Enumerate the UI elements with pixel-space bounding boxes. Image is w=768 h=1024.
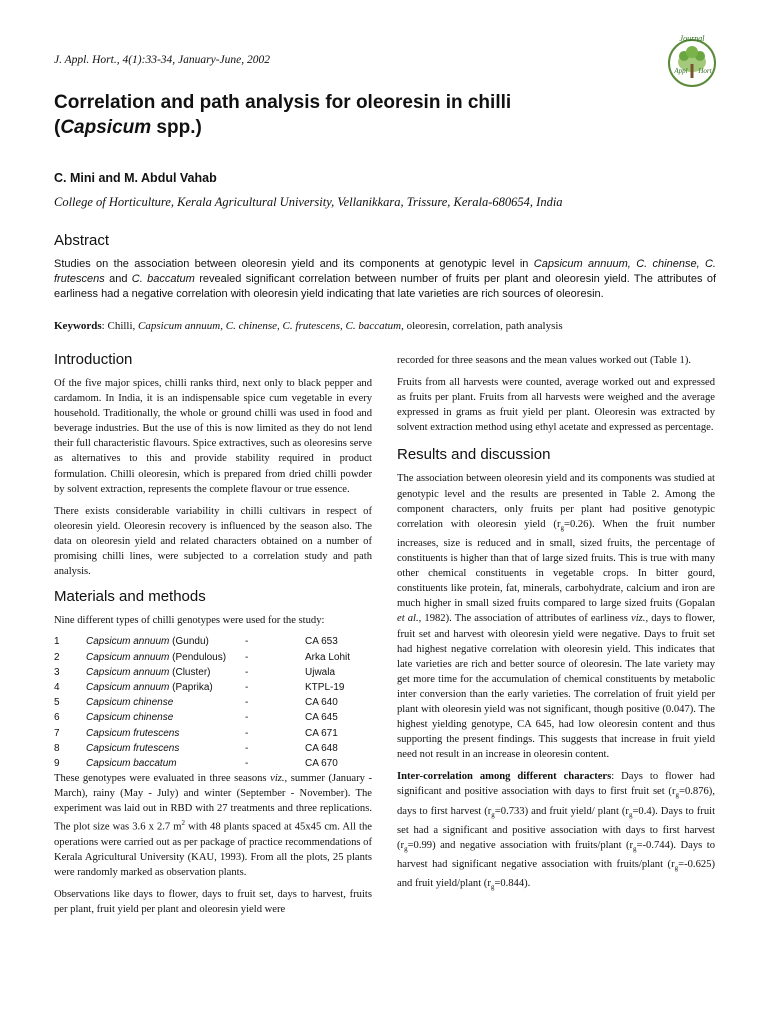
methods-text: with 48 plants spaced at 45x45 cm. All the operations were carried out as per package of practice recommendations of Kerala Agricultural University (KAU, 1993). From all the plots, 25 plants were randomly marked as observation plants. [54, 821, 372, 879]
results-text: =0.4). Days to fruit set had a significant and positive association with days to first harvest (r [397, 805, 716, 851]
paper-title [54, 90, 614, 140]
journal-citation: J. Appl. Hort., 4(1):33-34, January-June, 2002 [54, 54, 271, 66]
genotype-cell [86, 741, 245, 756]
genotype-cell [245, 665, 305, 680]
genotype-cell [305, 680, 372, 695]
genotype-cell [54, 695, 86, 710]
genotype-row [54, 634, 372, 649]
abstract-text: revealed significant correlation between number of fruits per plant and oleoresin yield. The attributes of earliness had a negative correlation with oleoresin yield indicating that late varieties are rich sources of oleoresin. [54, 273, 716, 301]
results-text: =0.876), days to first harvest (r [397, 786, 715, 817]
introduction-paragraph-1: Of the five major spices, chilli ranks third, next only to black pepper and cardamom. In India, it is an indispensable spice cum vegetable in every household. Traditionally, the whole or ground chilli was used in food and beverage industries. But the use of this is now limited as they do not lend their full characteristic flavours. Spice extractives, such as oleoresins serve as alternatives to this and provide stability required in product formulation. Chilli oleoresin, which is prepared from dried chilli powder by solvent extraction, represents the complete flavour or true essence. [54, 378, 372, 495]
genotype-code: CA 671 [305, 727, 338, 739]
genotype-cell [54, 634, 86, 649]
title-genus: Capsicum [60, 117, 152, 138]
genotype-code: Arka Lohit [305, 651, 351, 663]
results-subscript: g [490, 883, 495, 892]
keywords-text: oleoresin, correlation, path analysis [403, 320, 563, 332]
intercorrelation-label: Inter-correlation among different characters [397, 771, 612, 783]
results-subscript: g [674, 864, 679, 873]
genotype-row [54, 741, 372, 756]
results-subscript: g [404, 845, 408, 854]
genotype-no: 1 [54, 636, 60, 648]
genotype-cell [86, 650, 245, 665]
abstract-body [54, 257, 716, 303]
results-subscript: g [491, 810, 495, 819]
genotype-cell [245, 741, 305, 756]
results-text: The association between oleoresin yield and its components was studied at genotypic level and the results are presented in Table 2. Among the component characters, only fruits per plant had positive genotypic correlation with oleoresin yield (r [397, 473, 715, 530]
genotype-type: (Pendulous) [169, 651, 227, 663]
results-text: 1982). The association of attributes of earliness [421, 613, 632, 625]
genotype-cell [245, 650, 305, 665]
genotype-code: CA 640 [305, 697, 338, 709]
genotype-cell [86, 756, 245, 771]
genotype-dash: - [245, 727, 249, 739]
genotype-code: CA 670 [305, 757, 338, 769]
abstract-text: and [104, 273, 132, 286]
genotype-no: 2 [54, 651, 60, 663]
genotype-no: 4 [54, 681, 60, 693]
genotype-dash: - [245, 666, 249, 678]
genotype-dash: - [245, 712, 249, 724]
genotype-species: Capsicum chinense [86, 697, 174, 709]
genotype-row [54, 665, 372, 680]
methods-paragraph-observations: Observations like days to flower, days to fruit set, days to harvest, fruits per plant, fruit yield per plant and oleoresin yield were [54, 889, 372, 916]
results-text: =0.26). When the fruit number increases, size is reduced and in small, sized fruits, the percentage of constituents is higher than that of large sized fruits. This is true with many other chemical constituents in vegetable crops. In bitter gourd, constituents like protein, fat, minerals, carbohydrate, calcium and iron are much higher in small sized fruits compared to large sized fruits (Gopalan [397, 518, 715, 610]
methods-text: These genotypes were evaluated in three seasons [54, 773, 271, 785]
genotype-cell [245, 634, 305, 649]
genotype-code: CA 648 [305, 742, 338, 754]
abstract-text: Studies on the association between oleoresin yield and its components at genotypic level in [54, 258, 534, 270]
genotype-cell [54, 741, 86, 756]
genotype-species: Capsicum frutescens [86, 727, 180, 739]
genotype-cell [305, 710, 372, 725]
genotype-no: 3 [54, 666, 60, 678]
genotype-cell [305, 756, 372, 771]
genotype-species: Capsicum frutescens [86, 742, 180, 754]
logo-text-appl: Appl [674, 67, 688, 75]
genotype-no: 8 [54, 742, 60, 754]
title-line-1: Correlation and path analysis for oleoresin in chilli [54, 92, 512, 113]
genotype-cell [305, 726, 372, 741]
genotype-code: CA 653 [305, 636, 338, 648]
genotype-code: KTPL-19 [305, 681, 345, 693]
results-paragraph-1 [397, 471, 715, 762]
left-column [54, 350, 372, 925]
title-spp: spp.) [151, 117, 202, 138]
results-heading: Results and discussion [397, 446, 551, 464]
abstract-heading: Abstract [54, 232, 110, 249]
methods-paragraph-seasons [54, 771, 372, 880]
authors: C. Mini and M. Abdul Vahab [54, 171, 217, 185]
genotype-cell [245, 726, 305, 741]
genotype-dash: - [245, 636, 249, 648]
genotype-no: 7 [54, 727, 60, 739]
keywords-text: : Chilli, [101, 320, 139, 332]
genotype-cell [245, 695, 305, 710]
genotype-dash: - [245, 651, 249, 663]
results-paragraph-intercorrelation [397, 769, 715, 895]
genotype-species: Capsicum chinense [86, 712, 174, 724]
genotype-dash: - [245, 681, 249, 693]
results-text: days to flower, fruit set and harvest with oleoresin yield were negative. Days to fruit set had highest negative correlation with oleoresin yield. This indicates that late varieties are rich and better source of oleoresin. The late variety may get more time for the accumulation of chemical constituents by metabolic inter conversion than the early varieties. The correlation of fruit yield per plant with oleoresin yield was not significant, though positive (0.047). The highest yielding genotype, CA 645, had low oleoresin content and thus supporting the present findings. This suggests that increase in fruit yield need not result in an increase in oleoresin content. [397, 613, 715, 761]
genotype-cell [54, 650, 86, 665]
results-text: et al., [397, 613, 422, 625]
genotype-species: Capsicum baccatum [86, 757, 177, 769]
genotype-cell [54, 710, 86, 725]
genotype-cell [86, 680, 245, 695]
genotype-cell [245, 680, 305, 695]
methods-continuation: recorded for three seasons and the mean values worked out (Table 1). [397, 355, 692, 366]
genotype-no: 6 [54, 712, 60, 724]
results-text: : Days to flower had significant and positive association with days to first fruit set (r [397, 771, 715, 798]
results-subscript: g [633, 845, 637, 854]
genotype-list [54, 634, 372, 771]
genotype-cell [54, 726, 86, 741]
results-text: viz., [631, 613, 649, 625]
genotype-cell [54, 680, 86, 695]
genotype-cell [305, 695, 372, 710]
methods-text: summer (January - March), rainy (May - July) and winter (September - November). The experiment was laid out in RBD with 27 treatments and three replications. The plot size was 3.6 x 2.7 m [54, 773, 373, 833]
genotype-cell [305, 650, 372, 665]
introduction-paragraph-2: There exists considerable variability in chilli cultivars in respect of oleoresin yield. Oleoresin recovery is influenced by the season also. The data on oleoresin yield and related characters obtained on a number of promising chilli lines, were subjected to a correlation study and path analysis. [54, 505, 372, 578]
genotype-no: 9 [54, 757, 60, 769]
genotype-no: 5 [54, 697, 60, 709]
genotype-dash: - [245, 757, 249, 769]
keywords-label: Keywords [54, 320, 102, 332]
methods-paragraph-fruits: Fruits from all harvests were counted, average worked out and expressed as fruits per plant. Fruits from all harvests were weighed and the average expressed in grams as fruit yield per plant. Oleoresin was extracted by solvent extraction method using ethyl acetate and expressed as percentage. [397, 377, 715, 434]
methods-intro: Nine different types of chilli genotypes were used for the study: [54, 615, 325, 627]
keywords [54, 320, 716, 332]
results-text: =0.844). [494, 878, 531, 890]
title-paren: ( [54, 117, 61, 138]
genotype-species: Capsicum annuum [86, 681, 170, 693]
genotype-cell [54, 665, 86, 680]
logo-text-hort: Hort [698, 67, 712, 75]
genotype-cell [86, 665, 245, 680]
abstract-species: C. baccatum [131, 273, 195, 286]
keywords-species: Capsicum annuum, C. chinense, C. frutescens, C. baccatum, [138, 320, 404, 332]
genotype-row [54, 695, 372, 710]
genotype-cell [305, 665, 372, 680]
abstract-species: Capsicum annuum, C. chinense, C. frutescens [54, 258, 716, 286]
journal-logo [662, 30, 722, 92]
genotype-cell [86, 726, 245, 741]
genotype-type: (Cluster) [169, 666, 211, 678]
genotype-dash: - [245, 742, 249, 754]
results-text: =-0.625) and fruit yield/plant (r [397, 859, 715, 890]
genotype-type: (Paprika) [169, 681, 213, 693]
results-subscript: g [675, 791, 679, 800]
methods-heading: Materials and methods [54, 588, 206, 606]
methods-superscript: 2 [181, 819, 186, 828]
results-text: =-0.744). Days to harvest had significant negative association with fruits/plant (r [397, 839, 716, 871]
genotype-code: CA 645 [305, 712, 338, 724]
genotype-row [54, 756, 372, 771]
results-text: =0.99) and negative association with fruits/plant (r [407, 839, 634, 851]
genotype-cell [86, 710, 245, 725]
title-line-2 [54, 115, 614, 140]
genotype-cell [245, 756, 305, 771]
genotype-cell [245, 710, 305, 725]
genotype-row [54, 680, 372, 695]
results-subscript: g [560, 523, 564, 532]
introduction-heading: Introduction [54, 351, 133, 368]
genotype-species: Capsicum annuum [86, 636, 170, 648]
genotype-cell [305, 634, 372, 649]
genotype-cell [86, 634, 245, 649]
methods-text: viz., [270, 773, 288, 785]
genotype-cell [86, 695, 245, 710]
genotype-row [54, 650, 372, 665]
affiliation: College of Horticulture, Kerala Agricultural University, Vellanikkara, Trissure, Kerala-680654, India [54, 195, 563, 209]
results-subscript: g [628, 810, 633, 819]
genotype-code: Ujwala [305, 666, 336, 678]
genotype-dash: - [245, 697, 249, 709]
results-text: =0.733) and fruit yield/ plant (r [494, 805, 629, 817]
genotype-cell [305, 741, 372, 756]
genotype-species: Capsicum annuum [86, 651, 170, 663]
genotype-cell [54, 756, 86, 771]
genotype-row [54, 710, 372, 725]
genotype-row [54, 726, 372, 741]
genotype-species: Capsicum annuum [86, 666, 170, 678]
genotype-type: (Gundu) [169, 636, 209, 648]
logo-text-journal: Journal [679, 34, 705, 43]
right-column [397, 353, 715, 903]
journal-logo-icon [662, 30, 722, 92]
